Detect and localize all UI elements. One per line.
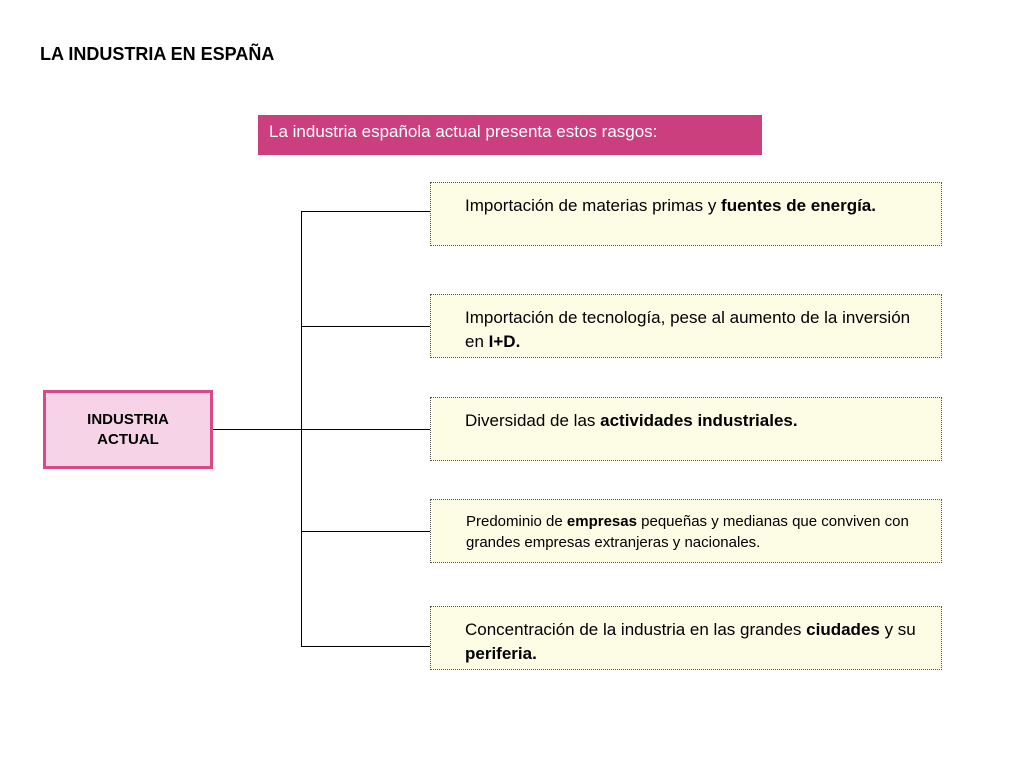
connector-branch-3 <box>301 429 430 430</box>
page-title: LA INDUSTRIA EN ESPAÑA <box>40 44 275 64</box>
trait-box-3 <box>430 397 942 461</box>
trait-text: Importación de tecnología, pese al aumento de la inversión en <box>465 308 911 351</box>
trait-text: Diversidad de las <box>465 411 601 430</box>
trait-box-4 <box>430 499 942 563</box>
central-node-line2: ACTUAL <box>97 430 159 448</box>
connector-branch-4 <box>301 531 430 532</box>
trait-text-cont: pequeñas y medianas que conviven con grandes empresas extranjeras y nacionales. <box>466 513 909 551</box>
trait-bold-text: fuentes de energía. <box>721 196 876 215</box>
trait-bold-text: ciudades <box>806 620 880 639</box>
trait-box-1 <box>430 182 942 246</box>
connector-branch-1 <box>301 211 430 212</box>
connector-center <box>213 429 301 430</box>
connector-branch-2 <box>301 326 430 327</box>
trait-text-cont: y su <box>879 620 916 639</box>
connector-branch-5 <box>301 646 430 647</box>
intro-banner: La industria española actual presenta estos rasgos: <box>258 115 762 155</box>
trait-box-5 <box>430 606 942 670</box>
trait-bold-text-2: periferia. <box>465 644 537 663</box>
trait-text: Concentración de la industria en las grandes <box>465 620 807 639</box>
trait-bold-text: empresas <box>566 513 637 530</box>
trait-box-2 <box>430 294 942 358</box>
trait-bold-text: actividades industriales. <box>600 411 798 430</box>
trait-bold-text: I+D. <box>488 332 521 351</box>
trait-text: Importación de materias primas y <box>465 196 722 215</box>
central-node <box>43 390 213 469</box>
trait-text: Predominio de <box>466 513 567 530</box>
central-node-line1: INDUSTRIA <box>87 410 169 428</box>
